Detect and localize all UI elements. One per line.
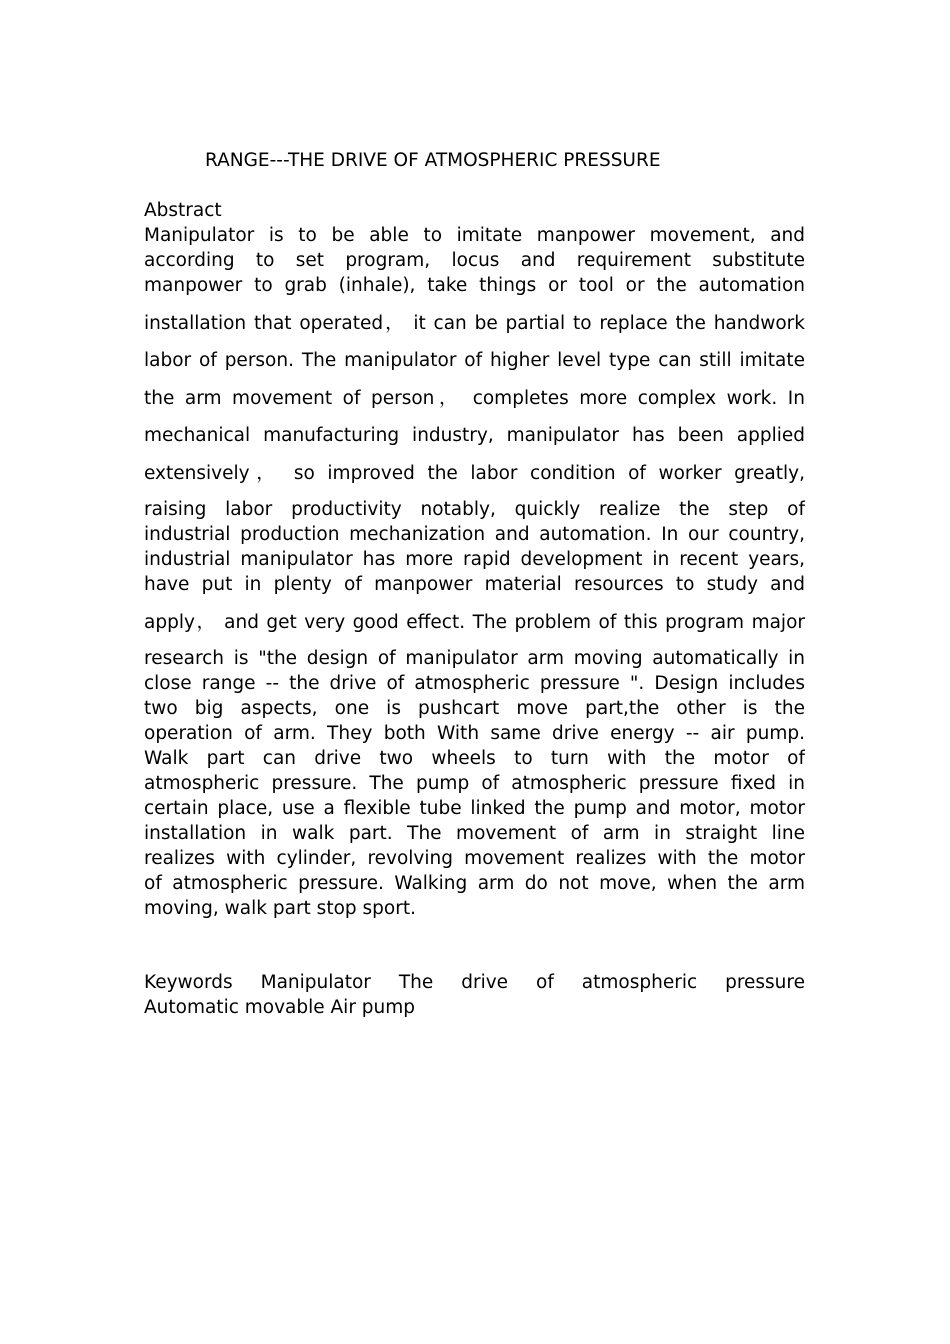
abstract-line: realizes with cylinder, revolving movement realizes with the motor [144,848,805,869]
abstract-line: industrial production mechanization and automation. In our country, [144,524,805,545]
abstract-line: two big aspects, one is pushcart move part,the other is the [144,698,805,719]
abstract-line: the arm movement of person， completes more complex work. In [144,388,805,409]
abstract-line: manpower to grab (inhale), take things or tool or the automation [144,275,805,296]
abstract-line: apply， and get very good effect. The problem of this program major [144,612,805,633]
abstract-line: according to set program, locus and requirement substitute [144,250,805,271]
document-title: RANGE---THE DRIVE OF ATMOSPHERIC PRESSURE [205,150,661,171]
abstract-line: operation of arm. They both With same drive energy -- air pump. [144,723,805,744]
abstract-line: of atmospheric pressure. Walking arm do not move, when the arm [144,873,805,894]
abstract-line: research is "the design of manipulator arm moving automatically in [144,648,805,669]
abstract-line: installation that operated， it can be partial to replace the handwork [144,313,805,334]
abstract-heading: Abstract [144,200,222,221]
abstract-line: moving, walk part stop sport. [144,898,416,919]
abstract-line: Walk part can drive two wheels to turn with the motor of [144,748,805,769]
abstract-line: industrial manipulator has more rapid development in recent years, [144,549,805,570]
abstract-line: installation in walk part. The movement of arm in straight line [144,823,805,844]
abstract-line: close range -- the drive of atmospheric pressure ". Design includes [144,673,805,694]
abstract-line: certain place, use a flexible tube linked the pump and motor, motor [144,798,805,819]
abstract-line: extensively， so improved the labor condition of worker greatly, [144,463,805,484]
abstract-line: raising labor productivity notably, quickly realize the step of [144,499,805,520]
abstract-line: atmospheric pressure. The pump of atmospheric pressure fixed in [144,773,805,794]
keywords-line: Automatic movable Air pump [144,997,416,1018]
abstract-line: labor of person. The manipulator of higher level type can still imitate [144,350,805,371]
keywords-line: Keywords Manipulator The drive of atmospheric pressure [144,972,805,993]
abstract-line: have put in plenty of manpower material resources to study and [144,574,805,595]
abstract-line: mechanical manufacturing industry, manipulator has been applied [144,425,805,446]
abstract-line: Manipulator is to be able to imitate manpower movement, and [144,225,805,246]
